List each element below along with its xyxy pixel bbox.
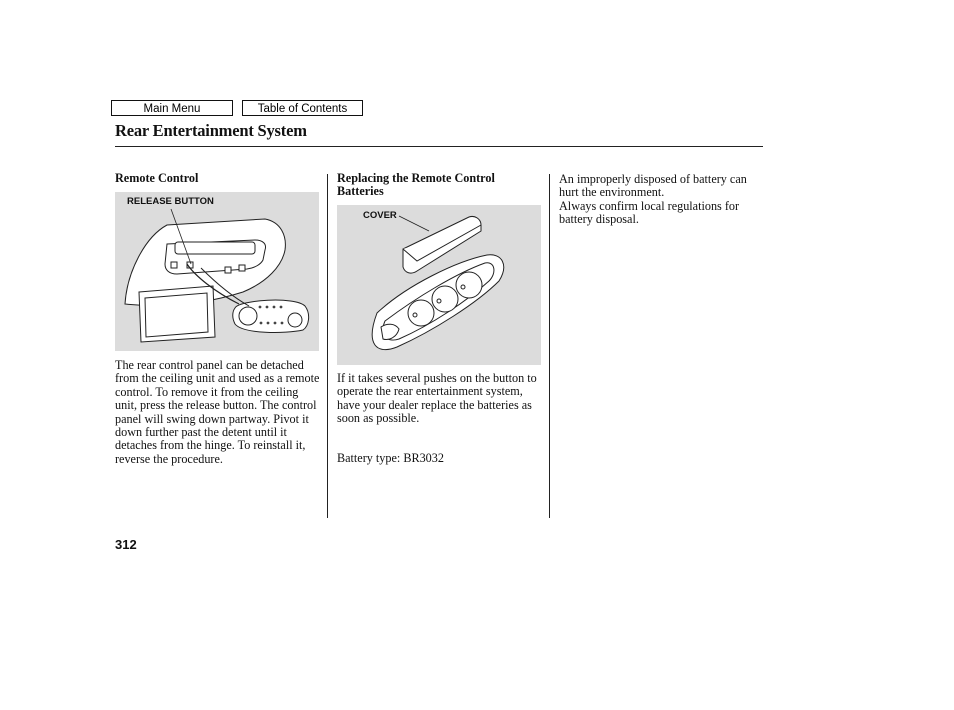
column-divider	[549, 174, 550, 518]
remote-control-illustration	[115, 192, 319, 351]
batteries-body-text: If it takes several pushes on the button to operate the rear entertainment system, have your dealer replace the batteries as soon as possible.	[337, 371, 537, 426]
page-number: 312	[115, 537, 137, 552]
battery-disposal-warning	[559, 173, 761, 227]
page-title: Rear Entertainment System	[115, 121, 307, 140]
battery-replacement-illustration	[337, 205, 541, 365]
remote-battery-drawing	[337, 205, 541, 365]
disposal-line-2: Always confirm local regulations for battery disposal.	[559, 198, 740, 227]
ceiling-unit-drawing	[115, 192, 319, 351]
column-divider	[327, 174, 328, 518]
replacing-batteries-heading: Replacing the Remote Control Batteries	[337, 171, 495, 199]
main-menu-button[interactable]: Main Menu	[111, 100, 233, 116]
remote-control-heading: Remote Control	[115, 171, 199, 185]
disposal-line-1: An improperly disposed of battery can hurt the environment.	[559, 172, 747, 200]
remote-control-body-text: The rear control panel can be detached from the ceiling unit and used as a remote control. To remove it from the ceiling unit, press the release button. The control panel will swing down partway. Pivot it down further past the detent until it detaches from the hinge. To reinstall it, reverse the procedure.	[115, 358, 320, 466]
battery-type-text: Battery type: BR3032	[337, 451, 444, 465]
cover-callout: COVER	[363, 210, 397, 221]
table-of-contents-button[interactable]: Table of Contents	[242, 100, 363, 116]
title-divider	[115, 146, 763, 147]
release-button-callout: RELEASE BUTTON	[127, 196, 214, 207]
